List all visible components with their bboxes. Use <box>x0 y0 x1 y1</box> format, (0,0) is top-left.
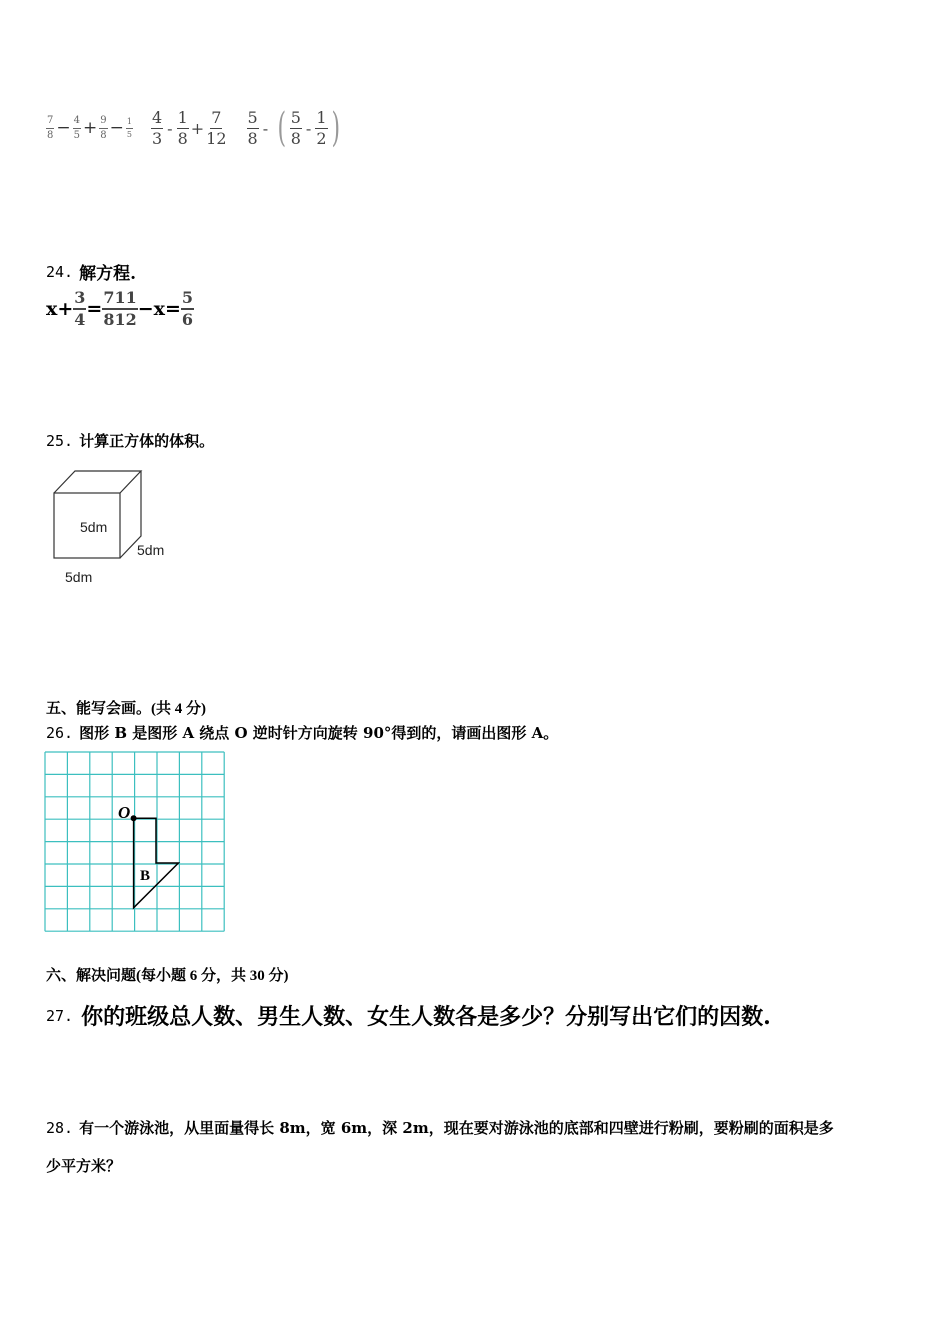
point-o-label: O <box>118 803 131 822</box>
expression-row <box>46 104 343 152</box>
fraction: $\frac{1}{2}$ <box>316 107 327 148</box>
operator: - <box>305 118 312 138</box>
question-title: 计算正方体的体积。 <box>79 432 215 450</box>
cube-diagram <box>40 465 190 590</box>
operator: + <box>190 118 205 138</box>
question-number: 27. <box>46 1006 74 1025</box>
fraction: $\frac{3}{4}$ <box>74 288 86 329</box>
section-6-title: 六、解决问题(每小题 6 分，共 30 分) <box>46 968 289 984</box>
fraction: $\frac{1}{5}$ <box>126 116 132 139</box>
operator: - <box>262 118 269 138</box>
fraction: $\frac{7}{8}$ <box>47 114 54 141</box>
shape-b <box>134 818 179 908</box>
question-text: 图形 B 是图形 A 绕点 O 逆时针方向旋转 90°得到的，请画出图形 A。 <box>79 724 559 742</box>
section-5-title: 五、能写会画。(共 4 分) <box>46 701 206 717</box>
fraction: $\frac{9}{8}$ <box>100 114 107 141</box>
fraction: $\frac{7}{12}$ <box>206 107 227 148</box>
question-27 <box>46 1000 771 1031</box>
fraction: $\frac{711}{812}$ <box>103 288 137 329</box>
grid-lines <box>45 752 224 931</box>
question-25-header <box>46 430 214 451</box>
operator: + <box>83 118 98 138</box>
question-28 <box>46 1117 834 1138</box>
expression-3 <box>247 105 344 151</box>
question-number: 28. <box>46 1118 74 1137</box>
cube-side-label: 5dm <box>137 542 165 558</box>
fraction: $\frac{1}{8}$ <box>177 107 188 148</box>
question-26 <box>46 722 558 743</box>
fraction: $\frac{4}{3}$ <box>151 107 163 148</box>
question-number: 24. <box>46 262 74 281</box>
fraction: $\frac{5}{6}$ <box>181 288 194 329</box>
cube-bottom-label: 5dm <box>65 569 93 585</box>
pivot-point <box>131 815 137 821</box>
question-24-header <box>46 259 136 284</box>
question-title: 解方程. <box>79 264 137 284</box>
fraction: $\frac{5}{8}$ <box>290 107 301 148</box>
expression-1 <box>46 116 133 141</box>
operator: − <box>56 118 71 138</box>
question-number: 25. <box>46 431 74 450</box>
equation: x + $\frac{3}{4}$ = $\frac{711}{812}$ − x = $\frac{5}{6}$ <box>46 288 194 329</box>
operator: − <box>109 118 124 138</box>
cube-front-label: 5dm <box>80 519 108 535</box>
right-paren: ) <box>331 105 340 151</box>
expression-2 <box>151 107 227 148</box>
shape-b-label: B <box>140 868 151 884</box>
question-number: 26. <box>46 723 74 742</box>
fraction: $\frac{4}{5}$ <box>73 114 80 141</box>
left-paren: ( <box>277 105 287 151</box>
operator: - <box>167 118 173 138</box>
grid-diagram <box>44 751 226 933</box>
fraction: $\frac{5}{8}$ <box>247 107 258 148</box>
question-text-line-2: 少平方米？ <box>46 1157 122 1175</box>
question-text: 你的班级总人数、男生人数、女生人数各是多少？分别写出它们的因数. <box>81 1004 771 1030</box>
question-text-line-1: 有一个游泳池，从里面量得长 8m，宽 6m，深 2m，现在要对游泳池的底部和四壁进行粉刷，要粉刷的面积是多 <box>79 1119 834 1137</box>
